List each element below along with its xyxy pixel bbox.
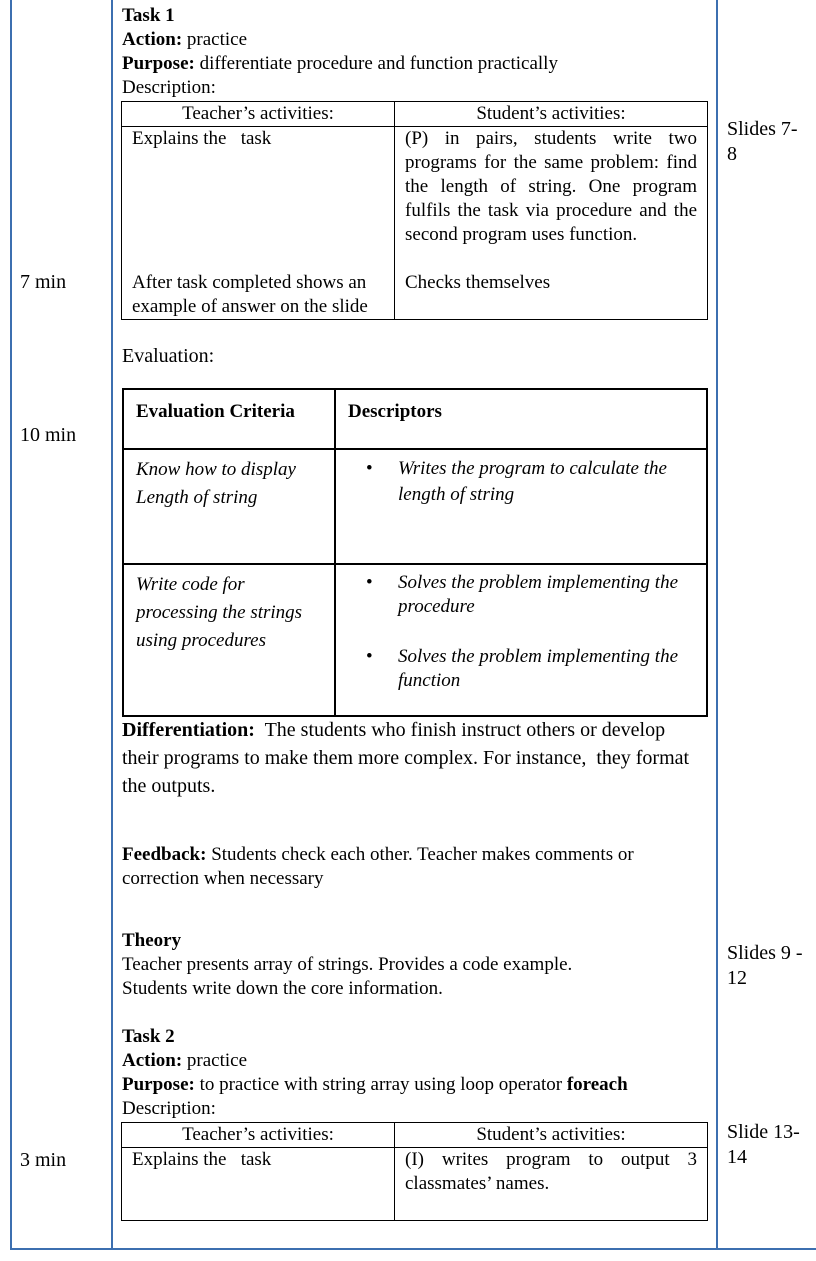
task1-student-text-2: Checks themselves xyxy=(405,272,551,293)
differentiation-paragraph: Differentiation: The students who finish instruct others or develop their programs to make them more complex. For instance, they format the outputs. xyxy=(122,719,695,797)
frame-bottom-border xyxy=(10,1248,816,1250)
frame-col-divider-2 xyxy=(716,0,718,1250)
task1-student-text-1: (P) in pairs, students write two programs for the same problem: find the length of string. One program fulfils the task via procedure and the second program uses function. xyxy=(405,128,697,245)
timing-task2: 3 min xyxy=(20,1149,67,1171)
task2-title: Task 2 xyxy=(122,1026,175,1047)
student-activities-header: Student’s activities: xyxy=(395,102,708,127)
descriptor-item: • Solves the problem implementing the procedure xyxy=(336,571,706,619)
task2-student-cell xyxy=(395,1148,708,1221)
descriptor-item: • Solves the problem implementing the function xyxy=(336,645,706,693)
task2-action: Action: practice xyxy=(122,1050,248,1071)
task1-header xyxy=(122,4,558,100)
evaluation-label: Evaluation: xyxy=(122,345,215,367)
evaluation-table xyxy=(122,388,708,717)
task2-purpose: Purpose: to practice with string array using loop operator foreach xyxy=(122,1074,628,1095)
frame-left-border xyxy=(10,0,12,1250)
timing-evaluation: 10 min xyxy=(20,424,77,446)
slides-ref-1: Slides 7- 8 xyxy=(727,118,798,165)
task1-description-label: Description: xyxy=(122,77,216,98)
task2-student-text-1: (I) writes program to output 3 classmates’ names. xyxy=(405,1149,697,1194)
task2-activities-table xyxy=(121,1122,708,1221)
task1-purpose: Purpose: differentiate procedure and function practically xyxy=(122,53,558,74)
task2-description-label: Description: xyxy=(122,1098,216,1119)
task1-teacher-text-2: After task completed shows an example of answer on the slide xyxy=(132,272,368,317)
feedback-paragraph: Feedback: Students check each other. Teacher makes comments or correction when necessary xyxy=(122,844,634,889)
teacher-activities-header: Teacher’s activities: xyxy=(122,1123,395,1148)
frame-col-divider-1 xyxy=(111,0,113,1250)
student-activities-header: Student’s activities: xyxy=(395,1123,708,1148)
task1-teacher-cell xyxy=(122,127,395,320)
task1-action: Action: practice xyxy=(122,29,248,50)
task2-teacher-text-1: Explains the task xyxy=(132,1149,272,1170)
evaluation-row-2-criteria: Write code for processing the strings using procedures xyxy=(123,564,335,716)
evaluation-row-2-descriptors xyxy=(335,564,707,716)
theory-line-1: Teacher presents array of strings. Provides a code example. xyxy=(122,954,573,975)
teacher-activities-header: Teacher’s activities: xyxy=(122,102,395,127)
slides-ref-2: Slides 9 - 12 xyxy=(727,942,803,989)
slides-ref-3: Slide 13- 14 xyxy=(727,1121,800,1168)
theory-line-2: Students write down the core information. xyxy=(122,978,443,999)
theory-title: Theory xyxy=(122,930,182,951)
timing-task1: 7 min xyxy=(20,271,67,293)
task2-header xyxy=(122,1025,712,1121)
task1-teacher-text-1: Explains the task xyxy=(132,128,272,149)
task1-title: Task 1 xyxy=(122,5,175,26)
evaluation-row-1-descriptors xyxy=(335,449,707,564)
evaluation-descriptors-header: Descriptors xyxy=(335,389,707,449)
descriptor-item: • Writes the program to calculate the length of string xyxy=(336,456,706,508)
task1-activities-table xyxy=(121,101,708,320)
evaluation-row-1-criteria: Know how to display Length of string xyxy=(123,449,335,564)
task2-teacher-cell xyxy=(122,1148,395,1221)
theory-section xyxy=(122,929,712,1001)
evaluation-criteria-header: Evaluation Criteria xyxy=(123,389,335,449)
task1-student-cell xyxy=(395,127,708,320)
